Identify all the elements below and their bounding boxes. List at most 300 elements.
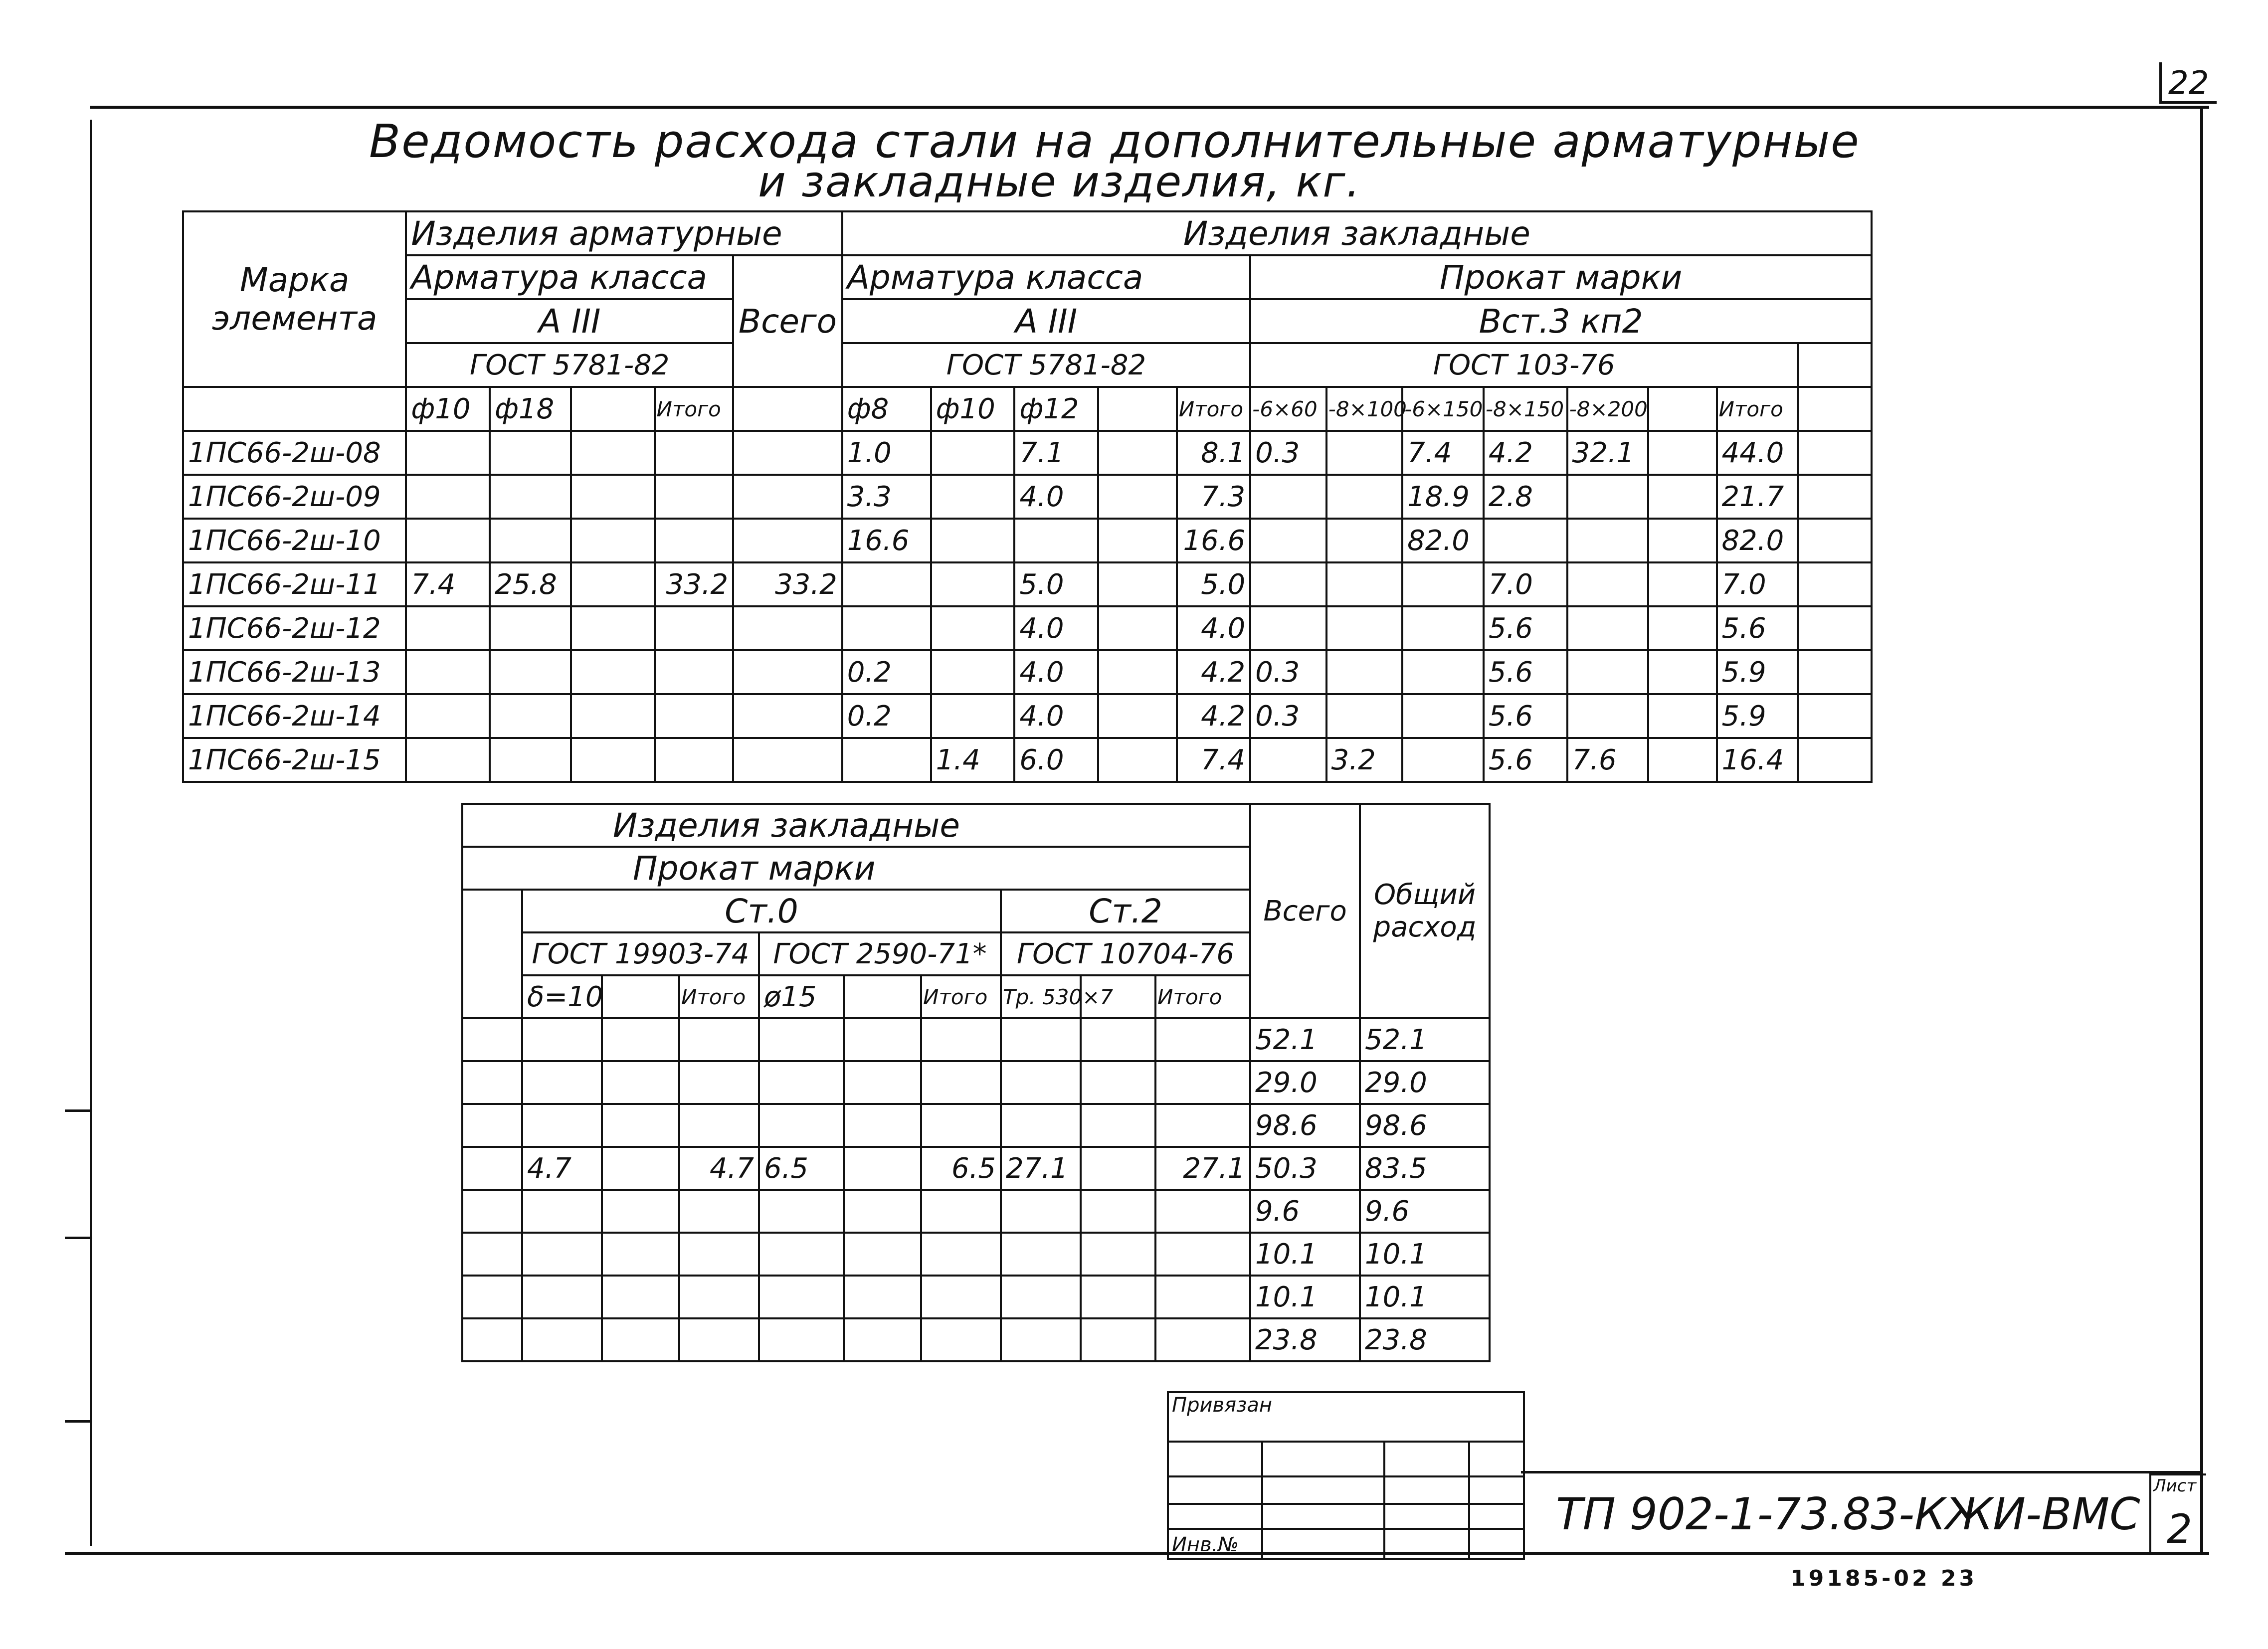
cell — [1081, 1061, 1155, 1104]
cell — [844, 1061, 921, 1104]
embedded-items-table — [461, 803, 1491, 1362]
cell — [921, 1018, 1001, 1061]
t2-header-total: Всего — [1250, 804, 1360, 1018]
cell: 4.0 — [1014, 694, 1098, 738]
table-row — [183, 650, 1872, 694]
cell — [602, 1018, 679, 1061]
cell: 0.2 — [842, 650, 931, 694]
col-header: ф18 — [490, 387, 571, 431]
cell: 7.4 — [1402, 431, 1484, 475]
cell — [844, 1276, 921, 1318]
table-row — [183, 606, 1872, 650]
cell — [1326, 475, 1403, 519]
header-vst: Вст.3 кп2 — [1250, 299, 1872, 343]
cell — [522, 1104, 602, 1147]
cell — [1155, 1233, 1250, 1276]
row-mark: 1ПС66-2ш-15 — [183, 738, 406, 782]
cell: 82.0 — [1402, 519, 1484, 562]
cell: 5.6 — [1484, 738, 1567, 782]
cell — [1155, 1318, 1250, 1361]
cell — [655, 519, 734, 562]
cell — [522, 1233, 602, 1276]
cell — [1001, 1104, 1081, 1147]
cell: 5.9 — [1717, 694, 1798, 738]
t2-col-header: ø15 — [759, 975, 844, 1018]
row-mark: 1ПС66-2ш-11 — [183, 562, 406, 606]
col-header — [1648, 387, 1716, 431]
cell: 44.0 — [1717, 431, 1798, 475]
sheet-label: Лист — [2153, 1476, 2197, 1496]
t2-col-header: Итого — [921, 975, 1001, 1018]
cell: 10.1 — [1360, 1276, 1490, 1318]
cell — [931, 562, 1015, 606]
cell — [1648, 475, 1716, 519]
cell — [921, 1104, 1001, 1147]
cell: 4.0 — [1014, 606, 1098, 650]
cell: 7.1 — [1014, 431, 1098, 475]
titleblock-top-line — [1521, 1471, 2202, 1473]
cell — [1155, 1061, 1250, 1104]
t2-header-gost-b: ГОСТ 2590-71* — [759, 932, 1001, 975]
table-row — [462, 1276, 1490, 1318]
cell — [406, 738, 490, 782]
cell: 10.1 — [1250, 1276, 1360, 1318]
cell — [1567, 694, 1649, 738]
col-header: -6×150 — [1402, 387, 1484, 431]
t2-header-gost-a: ГОСТ 19903-74 — [522, 932, 759, 975]
cell — [921, 1190, 1001, 1233]
cell — [655, 606, 734, 650]
header-emb-items: Изделия закладные — [842, 211, 1872, 255]
cell: 98.6 — [1360, 1104, 1490, 1147]
margin-tick-1 — [65, 1109, 92, 1112]
cell — [679, 1190, 759, 1233]
col-header — [1098, 387, 1177, 431]
cell — [490, 431, 571, 475]
frame-right-line — [2200, 106, 2203, 1552]
header-aiii: A III — [406, 299, 733, 343]
t2-col-header: Тр. 530×7 — [1001, 975, 1081, 1018]
col-header — [571, 387, 655, 431]
cell — [490, 694, 571, 738]
cell — [1567, 519, 1649, 562]
cell — [655, 694, 734, 738]
cell — [733, 519, 842, 562]
cell — [1326, 694, 1403, 738]
cell — [602, 1276, 679, 1318]
cell — [759, 1233, 844, 1276]
cell: 5.6 — [1717, 606, 1798, 650]
cell — [1098, 475, 1177, 519]
cell — [1648, 694, 1716, 738]
cell: 7.4 — [1177, 738, 1250, 782]
header-arm-class-2: Арматура класса — [842, 255, 1250, 299]
header-total: Всего — [733, 255, 842, 387]
cell — [406, 650, 490, 694]
cell — [1402, 738, 1484, 782]
cell — [679, 1233, 759, 1276]
cell: 16.4 — [1717, 738, 1798, 782]
cell — [759, 1104, 844, 1147]
cell — [1081, 1233, 1155, 1276]
col-header: -8×200 — [1567, 387, 1649, 431]
cell — [931, 650, 1015, 694]
cell: 7.6 — [1567, 738, 1649, 782]
cell: 4.0 — [1177, 606, 1250, 650]
cell — [1155, 1190, 1250, 1233]
cell: 10.1 — [1360, 1233, 1490, 1276]
cell — [679, 1104, 759, 1147]
header-mark: Марка элемента — [183, 211, 406, 387]
cell — [1402, 650, 1484, 694]
cell: 4.7 — [679, 1147, 759, 1190]
cell: 1.4 — [931, 738, 1015, 782]
header-arm-items: Изделия арматурные — [406, 211, 842, 255]
cell — [1326, 431, 1403, 475]
table-row — [462, 1147, 1490, 1190]
cell — [931, 431, 1015, 475]
cell — [844, 1190, 921, 1233]
cell: 2.8 — [1484, 475, 1567, 519]
cell — [571, 738, 655, 782]
cell: 23.8 — [1360, 1318, 1490, 1361]
t2-col-header: Итого — [1155, 975, 1250, 1018]
cell — [1250, 606, 1326, 650]
cell: 7.4 — [406, 562, 490, 606]
col-header: Итого — [1177, 387, 1250, 431]
cell: 4.2 — [1177, 694, 1250, 738]
cell — [1326, 606, 1403, 650]
cell: 0.3 — [1250, 431, 1326, 475]
cell — [522, 1018, 602, 1061]
cell: 4.2 — [1177, 650, 1250, 694]
table-row — [462, 1061, 1490, 1104]
cell: 4.2 — [1484, 431, 1567, 475]
row-mark: 1ПС66-2ш-14 — [183, 694, 406, 738]
header-gost-2: ГОСТ 5781-82 — [842, 343, 1250, 387]
cell — [490, 738, 571, 782]
cell — [522, 1061, 602, 1104]
cell — [1155, 1104, 1250, 1147]
cell — [1402, 562, 1484, 606]
cell — [1648, 738, 1716, 782]
cell — [921, 1061, 1001, 1104]
cell: 6.0 — [1014, 738, 1098, 782]
cell — [1648, 431, 1716, 475]
cell — [1648, 606, 1716, 650]
cell — [1001, 1276, 1081, 1318]
cell — [1081, 1018, 1155, 1061]
table-row — [183, 431, 1872, 475]
cell: 4.0 — [1014, 475, 1098, 519]
header-arm-class: Арматура класса — [406, 255, 733, 299]
t2-col-header: δ=10 — [522, 975, 602, 1018]
cell: 25.8 — [490, 562, 571, 606]
document-code: ТП 902-1-73.83-КЖИ-ВМС — [1556, 1488, 2140, 1540]
row-mark: 1ПС66-2ш-12 — [183, 606, 406, 650]
cell — [1081, 1104, 1155, 1147]
cell — [571, 562, 655, 606]
cell — [921, 1318, 1001, 1361]
cell — [679, 1276, 759, 1318]
cell — [571, 519, 655, 562]
cell — [931, 475, 1015, 519]
cell — [931, 606, 1015, 650]
cell: 7.0 — [1484, 562, 1567, 606]
cell — [733, 650, 842, 694]
cell: 23.8 — [1250, 1318, 1360, 1361]
header-gost-1: ГОСТ 5781-82 — [406, 343, 733, 387]
cell: 0.3 — [1250, 650, 1326, 694]
cell: 82.0 — [1717, 519, 1798, 562]
table-row — [462, 1318, 1490, 1361]
cell — [1081, 1147, 1155, 1190]
cell: 98.6 — [1250, 1104, 1360, 1147]
cell — [490, 519, 571, 562]
cell: 1.0 — [842, 431, 931, 475]
cell — [733, 738, 842, 782]
col-header: ф10 — [406, 387, 490, 431]
cell — [679, 1318, 759, 1361]
table-row — [183, 519, 1872, 562]
cell: 9.6 — [1360, 1190, 1490, 1233]
cell — [921, 1233, 1001, 1276]
cell — [406, 431, 490, 475]
table-row — [462, 1233, 1490, 1276]
cell — [1567, 650, 1649, 694]
cell — [733, 694, 842, 738]
cell: 5.6 — [1484, 650, 1567, 694]
cell — [1098, 694, 1177, 738]
cell — [1326, 519, 1403, 562]
col-header: ф8 — [842, 387, 931, 431]
cell — [1001, 1190, 1081, 1233]
cell — [1155, 1018, 1250, 1061]
cell — [921, 1276, 1001, 1318]
cell — [1567, 606, 1649, 650]
table-row — [462, 1104, 1490, 1147]
cell — [490, 650, 571, 694]
col-header: Итого — [655, 387, 734, 431]
cell: 6.5 — [921, 1147, 1001, 1190]
cell: 7.0 — [1717, 562, 1798, 606]
cell: 16.6 — [1177, 519, 1250, 562]
cell: 50.3 — [1250, 1147, 1360, 1190]
cell — [1098, 431, 1177, 475]
cell — [1250, 562, 1326, 606]
cell — [602, 1318, 679, 1361]
cell — [733, 431, 842, 475]
cell — [1001, 1018, 1081, 1061]
cell — [522, 1276, 602, 1318]
cell — [1155, 1276, 1250, 1318]
cell: 29.0 — [1250, 1061, 1360, 1104]
cell — [602, 1147, 679, 1190]
cell: 27.1 — [1001, 1147, 1081, 1190]
t2-header-gost-c: ГОСТ 10704-76 — [1001, 932, 1250, 975]
cell — [406, 694, 490, 738]
cell — [602, 1061, 679, 1104]
cell: 4.0 — [1014, 650, 1098, 694]
cell: 16.6 — [842, 519, 931, 562]
t2-header-rolled: Прокат марки — [462, 847, 1250, 890]
col-header: Итого — [1717, 387, 1798, 431]
cell — [406, 519, 490, 562]
cell — [844, 1233, 921, 1276]
cell — [522, 1318, 602, 1361]
t2-col-header: Итого — [679, 975, 759, 1018]
frame-left-line — [90, 120, 92, 1546]
cell: 52.1 — [1250, 1018, 1360, 1061]
cell — [1648, 562, 1716, 606]
cell: 10.1 — [1250, 1233, 1360, 1276]
cell — [1567, 475, 1649, 519]
cell — [406, 606, 490, 650]
cell — [406, 475, 490, 519]
cell: 0.3 — [1250, 694, 1326, 738]
cell — [602, 1190, 679, 1233]
cell — [1081, 1318, 1155, 1361]
header-aiii-2: A III — [842, 299, 1250, 343]
cell: 3.3 — [842, 475, 931, 519]
cell: 5.6 — [1484, 606, 1567, 650]
row-mark: 1ПС66-2ш-13 — [183, 650, 406, 694]
cell — [571, 650, 655, 694]
cell — [602, 1233, 679, 1276]
row-mark: 1ПС66-2ш-08 — [183, 431, 406, 475]
table-row — [183, 562, 1872, 606]
cell — [842, 738, 931, 782]
cell — [1001, 1318, 1081, 1361]
cell — [1326, 650, 1403, 694]
cell — [842, 606, 931, 650]
cell — [571, 694, 655, 738]
col-header: -8×100 — [1326, 387, 1403, 431]
cell — [1098, 650, 1177, 694]
header-gost-3: ГОСТ 103-76 — [1250, 343, 1798, 387]
cell — [759, 1061, 844, 1104]
cell — [1014, 519, 1098, 562]
cell — [1567, 562, 1649, 606]
t2-header-general: Общий расход — [1360, 804, 1490, 1018]
cell — [759, 1018, 844, 1061]
cell: 4.7 — [522, 1147, 602, 1190]
cell — [759, 1190, 844, 1233]
cell — [931, 519, 1015, 562]
margin-tick-3 — [65, 1420, 92, 1423]
table-row — [462, 1190, 1490, 1233]
cell: 7.3 — [1177, 475, 1250, 519]
cell: 8.1 — [1177, 431, 1250, 475]
margin-tick-2 — [65, 1237, 92, 1239]
col-header: -6×60 — [1250, 387, 1326, 431]
table-row — [183, 738, 1872, 782]
cell — [1081, 1190, 1155, 1233]
sheet-number: 22 — [2168, 65, 2209, 102]
cell — [571, 431, 655, 475]
cell — [733, 606, 842, 650]
cell: 33.2 — [655, 562, 734, 606]
cell — [1484, 519, 1567, 562]
cell — [1402, 606, 1484, 650]
cell: 9.6 — [1250, 1190, 1360, 1233]
cell: 52.1 — [1360, 1018, 1490, 1061]
cell — [571, 606, 655, 650]
t2-col-header — [602, 975, 679, 1018]
cell — [842, 562, 931, 606]
t2-header-st2: Ст.2 — [1001, 890, 1250, 932]
cell — [1001, 1061, 1081, 1104]
cell — [1001, 1233, 1081, 1276]
cell — [1098, 606, 1177, 650]
cell — [490, 475, 571, 519]
cell — [1402, 694, 1484, 738]
frame-top-line — [90, 106, 2209, 109]
cell — [655, 650, 734, 694]
col-header: ф10 — [931, 387, 1015, 431]
cell — [1326, 562, 1403, 606]
cell — [1098, 738, 1177, 782]
cell — [679, 1018, 759, 1061]
cell — [1648, 519, 1716, 562]
cell — [602, 1104, 679, 1147]
cell — [655, 738, 734, 782]
cell — [759, 1276, 844, 1318]
header-rolled: Прокат марки — [1250, 255, 1872, 299]
cell: 3.2 — [1326, 738, 1403, 782]
cell — [844, 1018, 921, 1061]
cell — [844, 1104, 921, 1147]
sheet-no: 2 — [2167, 1506, 2192, 1552]
cell: 5.6 — [1484, 694, 1567, 738]
page-title-line2: и закладные изделия, кг. — [758, 157, 1361, 207]
cell: 21.7 — [1717, 475, 1798, 519]
cell — [655, 431, 734, 475]
col-header: -8×150 — [1484, 387, 1567, 431]
col-header: ф12 — [1014, 387, 1098, 431]
frame-bottom-line — [65, 1552, 2209, 1555]
cell — [844, 1147, 921, 1190]
cell — [1098, 562, 1177, 606]
cell — [490, 606, 571, 650]
cell — [1250, 475, 1326, 519]
cell: 0.2 — [842, 694, 931, 738]
cell — [1081, 1276, 1155, 1318]
cell: 5.9 — [1717, 650, 1798, 694]
row-mark: 1ПС66-2ш-10 — [183, 519, 406, 562]
header-blank — [1798, 343, 1872, 387]
cell — [571, 475, 655, 519]
cell — [844, 1318, 921, 1361]
cell — [679, 1061, 759, 1104]
cell — [1098, 519, 1177, 562]
cell — [1250, 738, 1326, 782]
t2-header-st0: Ст.0 — [522, 890, 1001, 932]
column-header-row — [183, 387, 1872, 431]
cell — [733, 475, 842, 519]
cell — [522, 1190, 602, 1233]
cell: 29.0 — [1360, 1061, 1490, 1104]
t2-col-header — [844, 975, 921, 1018]
table-row — [183, 694, 1872, 738]
cell — [655, 475, 734, 519]
row-mark: 1ПС66-2ш-09 — [183, 475, 406, 519]
cell: 5.0 — [1014, 562, 1098, 606]
cell — [931, 694, 1015, 738]
stamp-label-bound: Привязан — [1172, 1394, 1273, 1417]
cell: 18.9 — [1402, 475, 1484, 519]
cell: 33.2 — [733, 562, 842, 606]
